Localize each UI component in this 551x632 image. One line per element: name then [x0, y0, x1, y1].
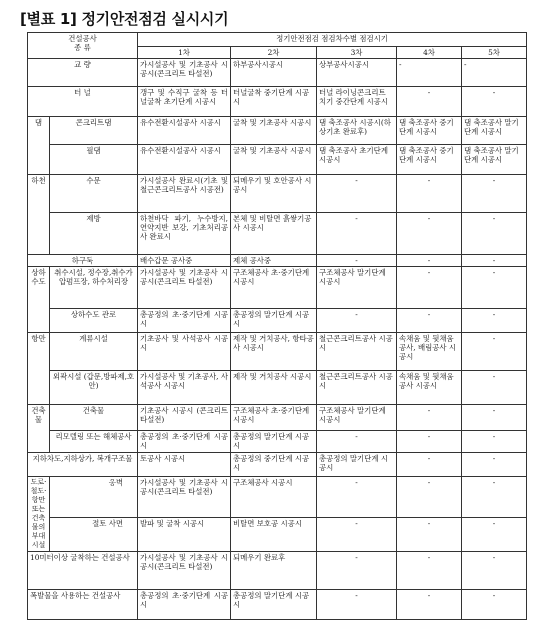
cell: - [397, 175, 462, 213]
row-bridge [28, 59, 527, 87]
cell: - [317, 213, 397, 255]
row-water-pipe [28, 309, 527, 333]
cell: 댐 축조공사 중기단계 시공시 [397, 145, 462, 175]
cell: - [462, 453, 527, 477]
cell: 가시설공사 완료시(기초 및 철근콘크리트공사 시공전) [138, 175, 231, 213]
row-label: 지하차도,지하상가, 복개구조물 [28, 453, 138, 477]
row-excavation [28, 552, 527, 590]
round-header-3: 3차 [317, 47, 397, 59]
cell: - [397, 477, 462, 518]
cell: - [397, 552, 462, 590]
row-tunnel [28, 87, 527, 117]
group-label-dam: 댐 [28, 117, 50, 175]
cell: - [462, 371, 527, 405]
category-header-line1: 건설공사 [68, 34, 97, 43]
cell: 하천바닥 파기, 누수방지, 연약지반 보강, 기초처리공사 완료시 [138, 213, 231, 255]
row-label: 상하수도 관로 [50, 309, 138, 333]
cell: - [462, 213, 527, 255]
cell: - [397, 213, 462, 255]
cell: - [397, 267, 462, 309]
group-label-road: 도로·철도·항만 또는 건축물의 부대시설 [28, 477, 50, 552]
row-label: 취수시설, 정수장,취수가압펌프장, 하수처리장 [50, 267, 138, 309]
row-underground [28, 453, 527, 477]
cell: 구조체공사 시공시 [231, 477, 317, 518]
cell: 유수전환시설공사 시공시 [138, 145, 231, 175]
cell: 속채움 및 뒷채움공사 시공시 [397, 371, 462, 405]
row-label: 교 량 [28, 59, 138, 87]
cell: - [317, 175, 397, 213]
header-row-1 [28, 33, 527, 47]
timing-header: 정기안전점검 점검차수별 점검시기 [138, 33, 527, 47]
cell: 유수전환시설공사 시공시 [138, 117, 231, 145]
row-label: 절토 사면 [50, 518, 138, 552]
row-port-outer [28, 371, 527, 405]
row-estuary-barrage [28, 255, 527, 267]
cell: 구조체공사 말기단계 시공시 [317, 405, 397, 431]
cell: 댐 축조공사 말기단계 시공시 [462, 117, 527, 145]
page-title: [별표 1] 정기안전점검 실시시기 [20, 10, 229, 28]
cell: 기초공사 시공시 (콘크리트 타설전) [138, 405, 231, 431]
cell: - [462, 87, 527, 117]
round-header-1: 1차 [138, 47, 231, 59]
cell: 댐 축조공사 초기단계 시공시 [317, 145, 397, 175]
cell: - [317, 309, 397, 333]
row-label: 옹벽 [50, 477, 138, 518]
group-label-building: 건축물 [28, 405, 50, 453]
cell: - [462, 431, 527, 453]
group-label-river: 하천 [28, 175, 50, 255]
row-road-retaining [28, 477, 527, 518]
row-dam-concrete [28, 117, 527, 145]
cell: 가시설공사 및 기초공사 시공시(콘크리트 타설전) [138, 59, 231, 87]
cell: 토공사 시공시 [138, 453, 231, 477]
row-water-intake [28, 267, 527, 309]
cell: - [462, 405, 527, 431]
cell: - [397, 309, 462, 333]
cell: 터널 라이닝콘크리트 치기 중간단계 시공시 [317, 87, 397, 117]
cell: - [462, 59, 527, 87]
round-header-2: 2차 [231, 47, 317, 59]
cell: 총공정의 초·중기단계 시공시 [138, 431, 231, 453]
cell: - [397, 431, 462, 453]
cell: 댐 축조공사 말기단계 시공시 [462, 145, 527, 175]
cell: 댐 축조공사 시공시(하상기초 완료후) [317, 117, 397, 145]
cell: 하부공사시공시 [231, 59, 317, 87]
cell: 가시설공사 및 기초공사, 사석공사 시공시 [138, 371, 231, 405]
row-label: 터 널 [28, 87, 138, 117]
row-building-structure [28, 405, 527, 431]
cell: 총공정의 말기단계 시공시 [231, 309, 317, 333]
row-label: 하구둑 [28, 255, 138, 267]
row-label: 외곽시설 (갑문,방파제,호안) [50, 371, 138, 405]
cell: 총공정의 말기단계 시공시 [231, 431, 317, 453]
cell: 구조체공사 초·중기단계 시공시 [231, 405, 317, 431]
cell: - [397, 59, 462, 87]
cell: 상부공사시공시 [317, 59, 397, 87]
group-label-water: 상하수도 [28, 267, 50, 333]
inspection-schedule-table [27, 32, 527, 620]
row-road-slope [28, 518, 527, 552]
group-label-port: 항만 [28, 333, 50, 405]
cell: 속채움 및 뒷채움공사, 배림공사 시공시 [397, 333, 462, 371]
row-label: 제방 [50, 213, 138, 255]
cell: 총공정의 말기단계 시공시 [317, 453, 397, 477]
cell: - [397, 405, 462, 431]
row-port-mooring [28, 333, 527, 371]
cell: 굴착 및 기초공사 시공시 [231, 145, 317, 175]
cell: - [397, 87, 462, 117]
cell: 철근콘크리트공사 시공시 [317, 371, 397, 405]
cell: - [462, 175, 527, 213]
category-header-line2: 종 류 [74, 43, 91, 52]
cell: - [462, 552, 527, 590]
round-header-4: 4차 [397, 47, 462, 59]
cell: - [462, 518, 527, 552]
cell: - [317, 431, 397, 453]
cell: 터널굴착 중기단계 시공시 [231, 87, 317, 117]
row-label: 폭발물을 사용하는 건설공사 [28, 590, 138, 620]
cell: 비탈면 보호공 시공시 [231, 518, 317, 552]
cell: - [462, 477, 527, 518]
row-label: 리모델링 또는 해체공사 [50, 431, 138, 453]
cell: 기초공사 및 사석공사 시공시 [138, 333, 231, 371]
row-blasting [28, 590, 527, 620]
cell: - [397, 453, 462, 477]
cell: - [317, 518, 397, 552]
row-label: 계류시설 [50, 333, 138, 371]
cell: 본체 및 비탈면 흙쌓기공사 시공시 [231, 213, 317, 255]
cell: 구조체공사 말기단계 시공시 [317, 267, 397, 309]
cell: 제체 공사중 [231, 255, 317, 267]
cell: 가시설공사 및 기초공사 시공시(콘크리트 타설전) [138, 477, 231, 518]
cell: - [462, 255, 527, 267]
cell: - [397, 518, 462, 552]
cell: - [317, 477, 397, 518]
row-river-sluice [28, 175, 527, 213]
cell: 구조체공사 초·중기단계 시공시 [231, 267, 317, 309]
cell: 총공정의 중기단계 시공시 [231, 453, 317, 477]
row-dam-fill [28, 145, 527, 175]
cell: 총공정의 말기단계 시공시 [231, 590, 317, 620]
cell: 되메우기 및 호안공사 시공시 [231, 175, 317, 213]
row-building-remodel [28, 431, 527, 453]
cell: 총공정의 초·중기단계 시공시 [138, 309, 231, 333]
cell: - [462, 590, 527, 620]
cell: 철근콘크리트공사 시공시 [317, 333, 397, 371]
row-label: 콘크리트댐 [50, 117, 138, 145]
cell: 발파 및 굴착 시공시 [138, 518, 231, 552]
round-header-5: 5차 [462, 47, 527, 59]
cell: 배수갑문 공사중 [138, 255, 231, 267]
row-label: 필댐 [50, 145, 138, 175]
cell: 댐 축조공사 중기단계 시공시 [397, 117, 462, 145]
cell: 갱구 및 수직구 굴착 등 터널굴착 초기단계 시공시 [138, 87, 231, 117]
category-header [28, 33, 138, 59]
cell: - [397, 255, 462, 267]
cell: 제작 및 거치공사 시공시 [231, 371, 317, 405]
row-label: 수문 [50, 175, 138, 213]
row-label: 건축물 [50, 405, 138, 431]
cell: 되메우기 완료후 [231, 552, 317, 590]
row-label: 10미터이상 굴착하는 건설공사 [28, 552, 138, 590]
cell: - [462, 267, 527, 309]
row-river-levee [28, 213, 527, 255]
cell: 가시설공사 및 기초공사 시공시(콘크리트 타설전) [138, 552, 231, 590]
cell: 제작 및 거치공사, 항타공사 시공시 [231, 333, 317, 371]
cell: - [317, 590, 397, 620]
cell: - [317, 552, 397, 590]
cell: - [462, 333, 527, 371]
cell: 굴착 및 기초공사 시공시 [231, 117, 317, 145]
cell: - [317, 255, 397, 267]
cell: - [462, 309, 527, 333]
cell: 총공정의 초·중기단계 시공시 [138, 590, 231, 620]
cell: - [397, 590, 462, 620]
cell: 가시설공사 및 기초공사 시공시(콘크리트 타설전) [138, 267, 231, 309]
